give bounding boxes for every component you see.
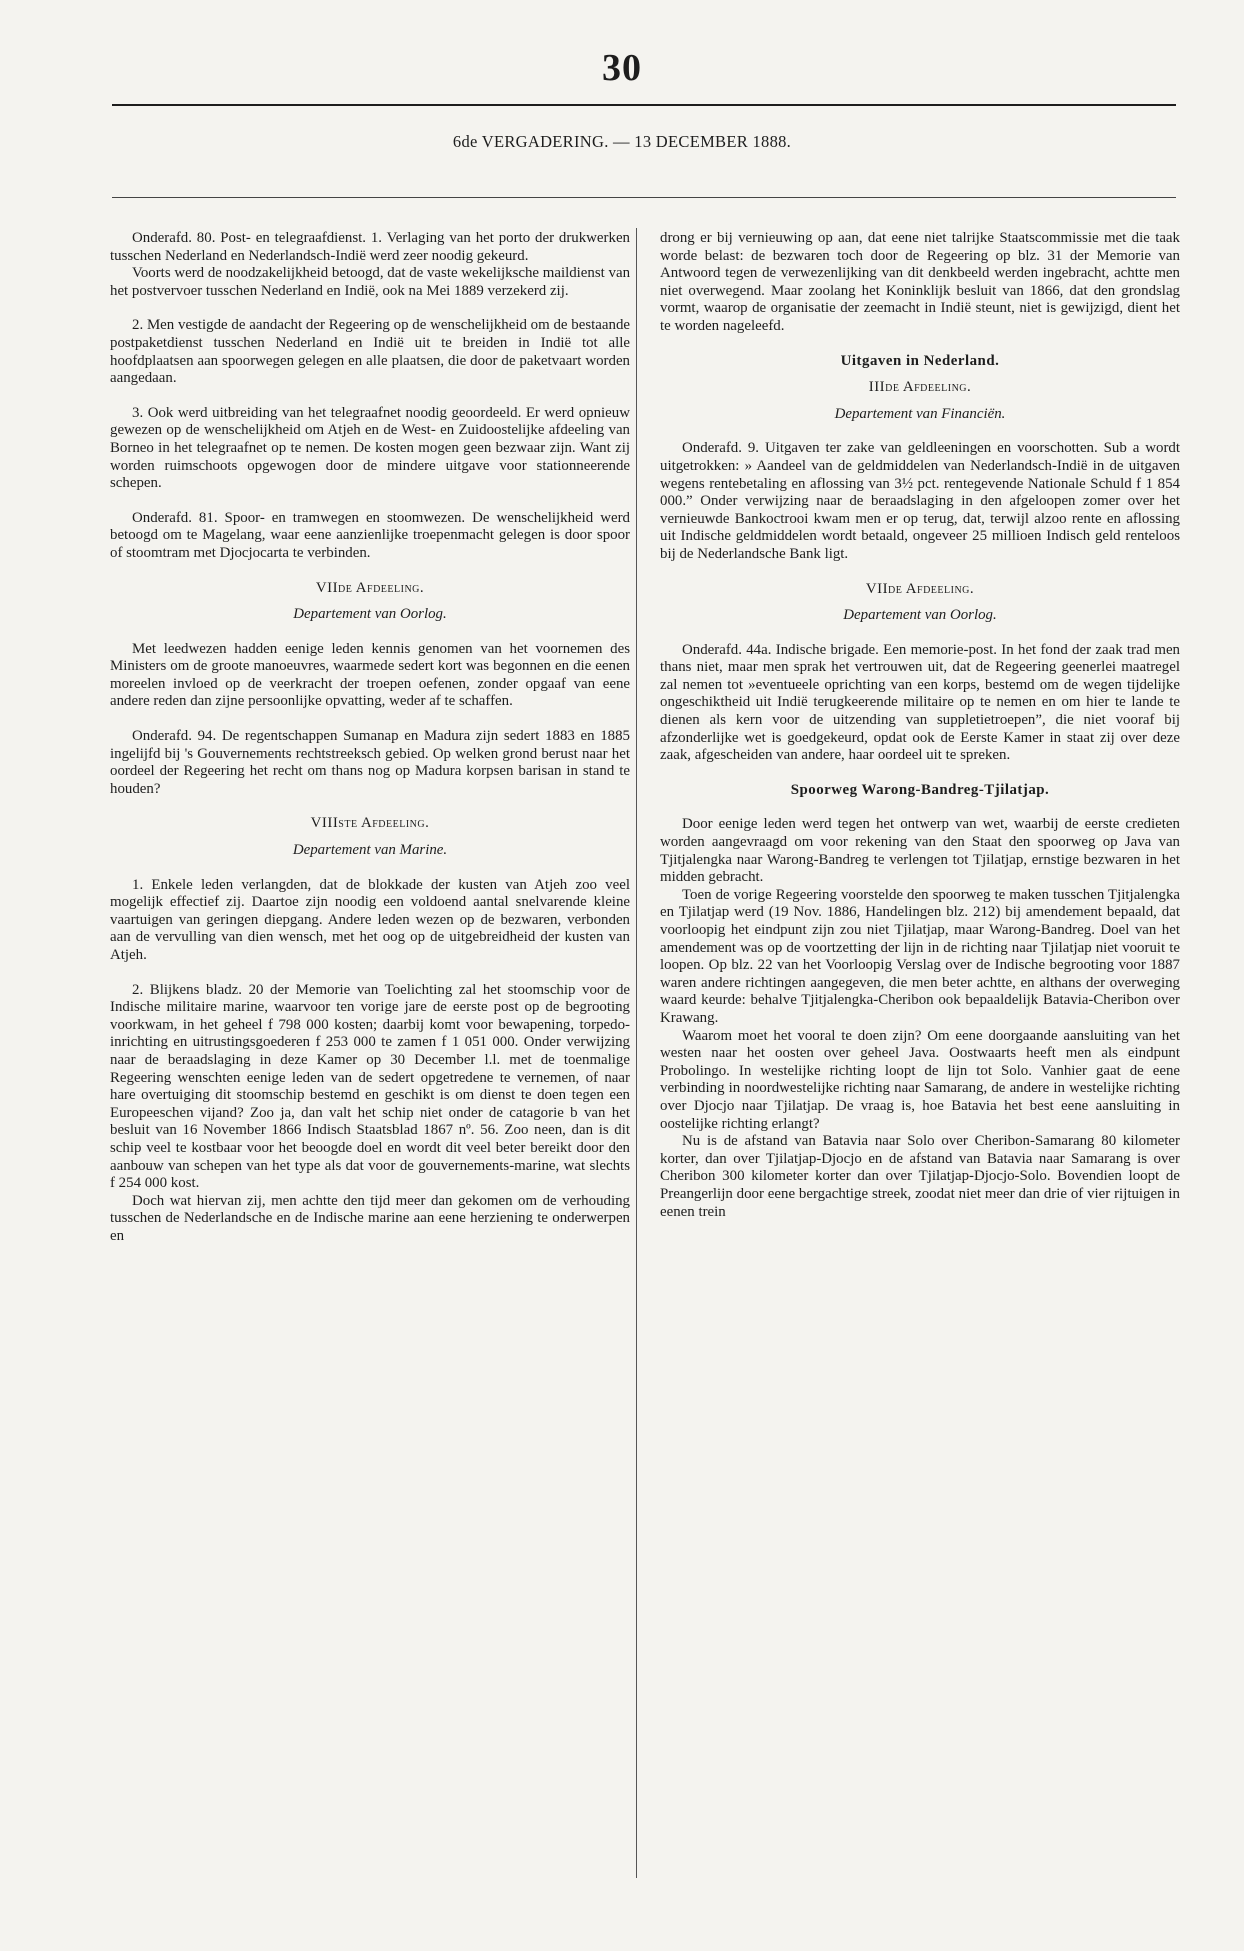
paragraph: 2. Blijkens bladz. 20 der Memorie van Toelichting zal het stoomschip voor de Indische militaire marine, waarvoor ten vorige jare de eerste post op de begrooting voorkwam, in het geheel f 798 000 kosten; daarbij komt voor bewapening, torpedo-inrichting en uitrustingsgoederen f 253 000 te zamen f 1 051 000. Onder verwijzing naar de beraadslaging in deze Kamer op 30 December l.l. met de toenmalige Regeering wenschten eenige leden van de sedert opgetredene te vernemen, of naar hare overtuiging dit stoomschip bestemd en geschikt is om dienst te doen tegen een Europeeschen vijand? Zoo ja, dan valt het schip niet onder de catagorie b van het besluit van 16 November 1866 Indisch Staatsblad 1867 nº. 56. Zoo neen, dan is dit schip veel te kostbaar voor het beoogde doel en wordt dit veel beter bereikt door den aanbouw van schepen van het type als dat voor de gouvernements-marine, wat slechts f 254 000 kost. [110,981,630,1192]
paragraph: 2. Men vestigde de aandacht der Regeering op de wenschelijkheid om de bestaande postpaketdienst tusschen Nederland en Indië uit te breiden in Indië tot alle hoofdplaatsen aan spoorwegen gelegen en alle plaatsen, die door de paketvaart worden aangedaan. [110,317,630,387]
department-heading: Departement van Oorlog. [843,607,997,624]
section-heading: VIIde Afdeeling. [315,579,425,596]
right-column [660,230,1180,1221]
paragraph: drong er bij vernieuwing op aan, dat eene niet talrijke Staatscommissie met die taak worde belast: de bezwaren toch door de Regeering op blz. 31 der Memorie van Antwoord tegen de verwezenlijking van dit denkbeeld werden ingebracht, achtte men niet overwegend. Maar zoolang het Koninklijk besluit van 1866, dat den grondslag vormt, waarop de organisatie der zeemacht in Indië steunt, niet is gewijzigd, dient het te worden nageleefd. [660,230,1180,334]
paragraph: Waarom moet het vooral te doen zijn? Om eene doorgaande aansluiting van het westen naar het oosten over geheel Java. Oostwaarts heeft men als eindpunt Probolingo. In westelijke richting loopt de lijn tot Solo. Vanhier gaat de eene verbinding in noordwestelijke richting naar Samarang, de andere in westelijke richting over Djocjo naar Tjilatjap. De vraag is, hoe Batavia het best eene aansluiting in oostelijke richting erlangt? [660,1027,1180,1132]
paragraph: 1. Enkele leden verlangden, dat de blokkade der kusten van Atjeh zoo veel mogelijk effectief zij. Daartoe zijn noodig een voldoend aantal snelvarende kleine vaartuigen van geringen diepgang. Andere leden wezen op de bezwaren, verbonden aan de vervulling van dien wensch, met het oog op de uitgebreidheid der kusten van Atjeh. [110,876,630,963]
section-heading: Uitgaven in Nederland. [840,352,1000,369]
page-header: 6de VERGADERING. — 13 DECEMBER 1888. [452,132,792,151]
paragraph: Onderafd. 44a. Indische brigade. Een memorie-post. In het fond der zaak trad men thans niet, maar men sprak het vertrouwen uit, dat de Regeering geenerlei maatregel zal nemen tot »eventueele oprichting van een korps, bestemd om de wegen tijdelijke ongeschiktheid uit Indië terugkeerende militaire op te nemen en om hier te lande te dienen als kern voor de uitzending van suppletietroepen”, die niet vooraf bij afzonderlijke wet is goedgekeurd, opdat ook de Eerste Kamer in staat zij over deze zaak, afgescheiden van andere, haar oordeel uit te spreken. [660,641,1180,764]
paragraph: Nu is de afstand van Batavia naar Solo over Cheribon-Samarang 80 kilometer korter, dan over Tjilatjap-Djocjo en de afstand van Batavia naar Samarang is over Cheribon 300 kilometer korter dan over Tjilatjap-Djocjo-Solo. Bovendien loopt de Preangerlijn door eene bergachtige streek, zoodat niet meer dan drie of vier rijtuigen in eenen trein [660,1133,1180,1220]
section-heading: VIIde Afdeeling. [865,580,975,597]
paragraph: Doch wat hiervan zij, men achtte den tijd meer dan gekomen om de verhouding tusschen de Nederlandsche en de Indische marine aan eene herziening te onderwerpen en [110,1192,630,1244]
column-divider [636,228,637,1878]
department-heading: Departement van Marine. [292,842,448,859]
paragraph: Toen de vorige Regeering voorstelde den spoorweg te maken tusschen Tjitjalengka en Tjilatjap werd (19 Nov. 1886, Handelingen blz. 212) bij amendement bepaald, dat voorloopig het eindpunt zijn zou niet Tjilatjap, maar Warong-Bandreg. Doel van het amendement was op de voortzetting der lijn in de richting naar Tjilatjap niet vooruit te loopen. Op blz. 22 van het Voorloopig Verslag over de Indische begrooting voor 1887 waren andere richtingen aangegeven, die men beter achtte, en althans der overweging waard keurde: behalve Tjitjalengka-Cheribon ook bepaaldelijk Batavia-Cheribon over Krawang. [660,886,1180,1026]
department-heading: Departement van Oorlog. [293,606,447,623]
page-number: 30 [602,47,642,89]
paragraph: 3. Ook werd uitbreiding van het telegraafnet noodig geoordeeld. Er werd opnieuw gewezen op de wenschelijkheid om Atjeh en de West- en Zuidoostelijke afdeeling van Borneo in het telegraafnet op te nemen. De kosten mogen geen bezwaar zijn. Want zij worden ruimschoots opgewogen door de mindere uitgave voor stationneerende schepen. [110,404,630,492]
paragraph: Voorts werd de noodzakelijkheid betoogd, dat de vaste wekelijksche maildienst van het postvervoer tusschen Nederland en Indië, ook na Mei 1889 verzekerd zij. [110,265,631,299]
header-rule [112,197,1176,198]
paragraph: Door eenige leden werd tegen het ontwerp van wet, waarbij de eerste credieten worden aangevraagd om voor rekening van den Staat den spoorweg op Java van Tjitjalengka naar Warong-Bandreg te verlengen tot Tjilatjap, ernstige bezwaren in het midden gebracht. [660,816,1180,886]
department-heading: Departement van Financiën. [834,405,1006,422]
paragraph: Onderafd. 9. Uitgaven ter zake van geldleeningen en voorschotten. Sub a wordt uitgetrokken: » Aandeel van de geldmiddelen van Nederlandsch-Indië in de uitgaven wegens rentebetaling en aflossing van 3½ pct. rentegevende Nationale Schuld f 1 854 000.” Onder verwijzing naar de beraadslaging in den afgeloopen zomer over het vernieuwde Bankoctrooi kwam men er op terug, dat, terwijl alzoo rente en aflossing uit Indische geldmiddelen wordt betaald, ongeveer 25 millioen Indisch geld renteloos bij de Nederlandsche Bank ligt. [660,440,1180,562]
section-heading: VIIIste Afdeeling. [310,815,430,832]
paragraph: Onderafd. 94. De regentschappen Sumanap en Madura zijn sedert 1883 en 1885 ingelijfd bij 's Gouvernements rechtstreeksch gebied. Op welken grond berust naar het oordeel der Regeering het recht om thans nog op Madura korpsen barisan in stand te houden? [110,728,630,797]
section-heading: Spoorweg Warong-Bandreg-Tjilatjap. [790,781,1050,798]
paragraph: Met leedwezen hadden eenige leden kennis genomen van het voornemen des Ministers om de groote manoeuvres, waarmede sedert kort was begonnen en die eenen moreelen invloed op de veerkracht der troepen oefenen, zonder opgaaf van eene andere reden dan zijne persoonlijke opvatting, weder af te schaffen. [110,640,630,710]
top-rule [112,104,1176,106]
paragraph: Onderafd. 81. Spoor- en tramwegen en stoomwezen. De wenschelijkheid werd betoogd om te Magelang, waar eene aanzienlijke troepenmacht gelegen is door spoor of stoomtram met Djocjocarta te verbinden. [110,509,630,561]
section-heading: IIIde Afdeeling. [868,379,972,396]
paragraph: Onderafd. 80. Post- en telegraafdienst. 1. Verlaging van het porto der drukwerken tusschen Nederland en Nederlandsch-Indië werd zeer noodig gekeurd. [110,230,630,264]
left-column [110,230,630,1246]
